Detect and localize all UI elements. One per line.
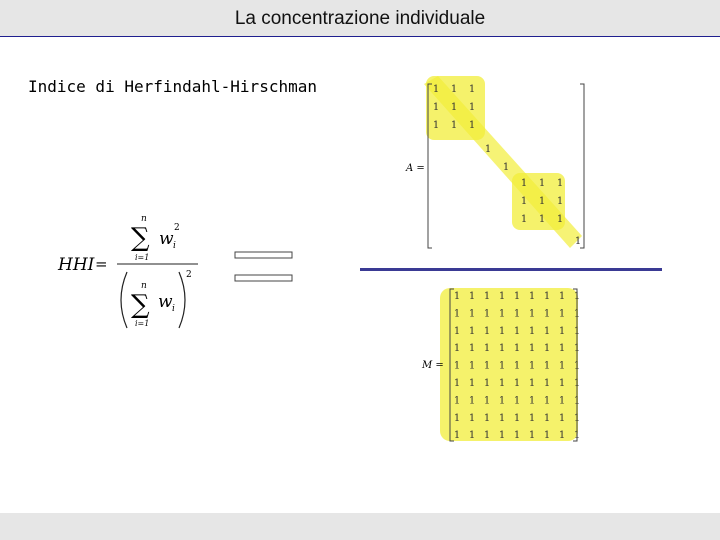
matrix-entry: 1 [468, 378, 476, 389]
equals-bar-top [235, 252, 292, 258]
matrix-entry: 1 [558, 360, 566, 372]
matrix-entry: 1 [558, 308, 566, 320]
matrix-entry: 1 [573, 308, 581, 320]
den-sum-lower: i=1 [135, 319, 150, 328]
matrix-entry: 1 [556, 214, 564, 225]
matrix-entry: 1 [450, 120, 458, 131]
den-subscript: i [172, 304, 175, 314]
matrix-entry: 1 [432, 84, 440, 95]
matrix-entry: 1 [453, 430, 461, 442]
matrix-entry: 1 [528, 395, 536, 407]
matrix-entry: 1 [543, 291, 551, 302]
matrix-a [404, 76, 594, 254]
matrix-entry: 1 [573, 360, 581, 372]
matrix-entry: 1 [483, 412, 491, 424]
section-subtitle: Indice di Herfindahl-Hirschman [28, 77, 317, 96]
left-paren-icon [121, 272, 127, 328]
matrix-entry: 1 [573, 378, 581, 389]
matrix-entry: 1 [513, 430, 521, 442]
matrix-entry: 1 [543, 395, 551, 407]
matrix-entry: 1 [573, 430, 581, 442]
matrix-entry: 1 [520, 214, 528, 225]
formula-lhs: HHI [58, 255, 95, 275]
matrix-entry: 1 [483, 291, 491, 302]
matrix-entry: 1 [573, 325, 581, 337]
matrix-entry: 1 [538, 196, 546, 207]
matrix-entry: 1 [573, 395, 581, 407]
footer-bar [0, 513, 720, 540]
matrix-a-entries [433, 84, 581, 247]
matrix-entry: 1 [573, 412, 581, 424]
matrix-entry: 1 [558, 378, 566, 389]
matrix-entry: 1 [453, 343, 461, 355]
matrix-entry: 1 [468, 395, 476, 407]
matrix-entry: 1 [513, 412, 521, 424]
matrix-entry: 1 [483, 308, 491, 320]
matrix-entry: 1 [543, 343, 551, 355]
matrix-entry: 1 [432, 102, 440, 113]
matrix-entry: 1 [543, 308, 551, 320]
matrix-entry: 1 [520, 178, 528, 189]
matrix-entry: 1 [483, 430, 491, 442]
matrix-entry: 1 [468, 412, 476, 424]
matrix-entry: 1 [483, 325, 491, 337]
matrix-entry: 1 [468, 343, 476, 355]
den-sum-upper: n [141, 281, 147, 291]
num-sum-lower: i=1 [135, 253, 150, 262]
matrix-entry: 1 [453, 412, 461, 424]
right-paren-icon [179, 272, 185, 328]
matrix-entry: 1 [528, 430, 536, 442]
matrix-entry: 1 [543, 412, 551, 424]
matrix-entry: 1 [528, 325, 536, 337]
num-sigma-icon: ∑ [131, 223, 150, 253]
matrix-entry: 1 [453, 360, 461, 372]
matrix-entry: 1 [558, 343, 566, 355]
matrix-entry: 1 [502, 162, 510, 173]
matrix-m-label: M = [422, 360, 444, 371]
matrix-entry: 1 [450, 102, 458, 113]
matrix-entry: 1 [450, 84, 458, 95]
matrix-entry: 1 [513, 325, 521, 337]
matrix-a-right-bracket [580, 84, 584, 248]
matrix-entry: 1 [556, 178, 564, 189]
matrix-entry: 1 [513, 291, 521, 302]
fraction-divider [360, 268, 662, 271]
matrix-entry: 1 [528, 343, 536, 355]
matrix-entry: 1 [498, 308, 506, 320]
matrix-entry: 1 [468, 291, 476, 302]
matrix-entry: 1 [528, 291, 536, 302]
matrix-entry: 1 [498, 360, 506, 372]
matrix-entry: 1 [528, 360, 536, 372]
matrix-entry: 1 [528, 378, 536, 389]
formula-equals: = [95, 255, 108, 273]
matrix-entry: 1 [513, 360, 521, 372]
matrix-entry: 1 [468, 360, 476, 372]
page-title: La concentrazione individuale [234, 8, 486, 29]
matrix-entry: 1 [468, 102, 476, 113]
matrix-entry: 1 [483, 343, 491, 355]
matrix-entry: 1 [543, 430, 551, 442]
matrix-entry: 1 [513, 395, 521, 407]
hhi-formula [55, 212, 205, 337]
matrix-m-entries [454, 291, 580, 441]
matrix-entry: 1 [558, 430, 566, 442]
matrix-m [420, 285, 588, 445]
matrix-entry: 1 [543, 378, 551, 389]
matrix-entry: 1 [498, 430, 506, 442]
matrix-entry: 1 [528, 308, 536, 320]
matrix-entry: 1 [573, 291, 581, 302]
num-term: w [159, 229, 174, 249]
matrix-entry: 1 [538, 214, 546, 225]
matrix-entry: 1 [498, 395, 506, 407]
matrix-entry: 1 [453, 325, 461, 337]
matrix-entry: 1 [538, 178, 546, 189]
matrix-entry: 1 [498, 343, 506, 355]
num-subscript: i [173, 241, 176, 251]
matrix-entry: 1 [468, 430, 476, 442]
matrix-a-label: A = [406, 163, 425, 174]
matrix-entry: 1 [556, 196, 564, 207]
matrix-entry: 1 [468, 308, 476, 320]
den-sigma-icon: ∑ [131, 290, 150, 320]
matrix-m-highlight [440, 288, 581, 442]
den-exponent: 2 [186, 270, 192, 280]
matrix-entry: 1 [483, 378, 491, 389]
matrix-entry: 1 [453, 395, 461, 407]
matrix-entry: 1 [453, 308, 461, 320]
matrix-entry: 1 [483, 395, 491, 407]
matrix-entry: 1 [543, 360, 551, 372]
num-exponent: 2 [174, 223, 180, 233]
matrix-entry: 1 [432, 120, 440, 131]
title-bar [0, 0, 720, 37]
equals-bar-bottom [235, 275, 292, 281]
matrix-entry: 1 [520, 196, 528, 207]
num-sum-upper: n [141, 214, 147, 224]
matrix-entry: 1 [573, 343, 581, 355]
matrix-entry: 1 [498, 378, 506, 389]
matrix-entry: 1 [558, 395, 566, 407]
matrix-entry: 1 [468, 84, 476, 95]
matrix-entry: 1 [513, 343, 521, 355]
den-term: w [158, 292, 173, 312]
matrix-entry: 1 [468, 120, 476, 131]
matrix-entry: 1 [498, 412, 506, 424]
matrix-entry: 1 [498, 291, 506, 302]
matrix-entry: 1 [453, 291, 461, 302]
matrix-entry: 1 [468, 325, 476, 337]
matrix-entry: 1 [543, 325, 551, 337]
matrix-entry: 1 [484, 144, 492, 155]
matrix-entry: 1 [453, 378, 461, 389]
matrix-entry: 1 [558, 291, 566, 302]
equivalence-symbol [234, 251, 294, 285]
matrix-entry: 1 [513, 308, 521, 320]
matrix-entry: 1 [483, 360, 491, 372]
matrix-entry: 1 [528, 412, 536, 424]
matrix-entry: 1 [574, 236, 582, 247]
matrix-entry: 1 [558, 412, 566, 424]
matrix-entry: 1 [558, 325, 566, 337]
matrix-entry: 1 [513, 378, 521, 389]
matrix-entry: 1 [498, 325, 506, 337]
